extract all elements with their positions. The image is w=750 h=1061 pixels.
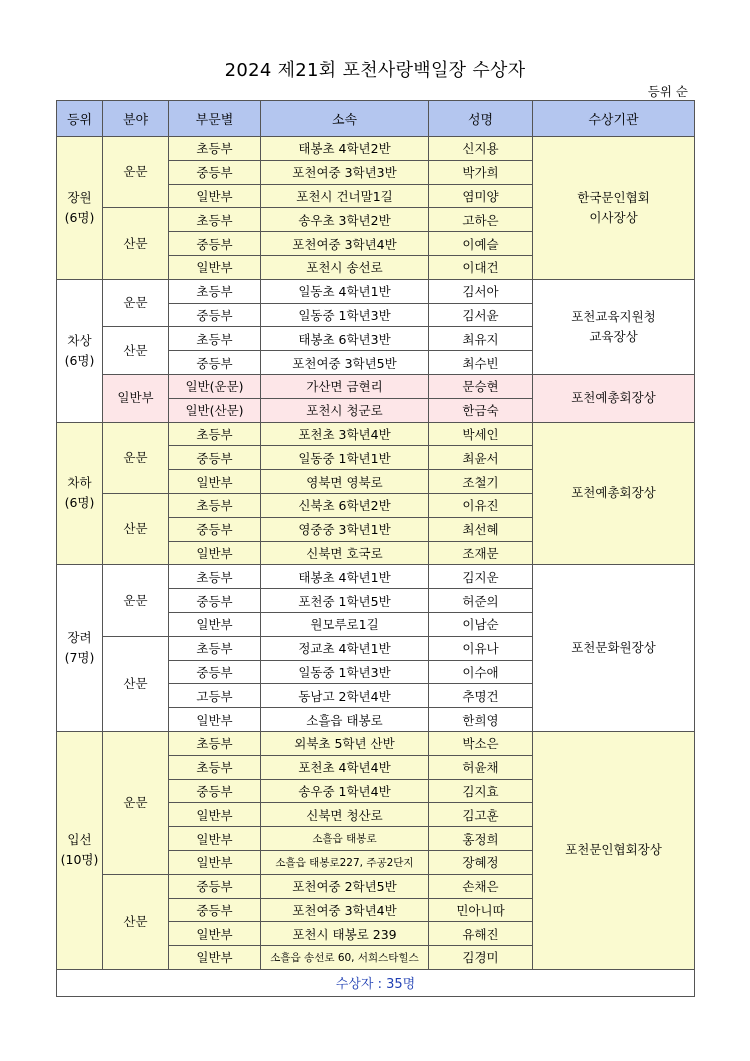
category-cell: 일반(운문) — [169, 374, 261, 398]
category-cell: 일반부 — [169, 541, 261, 565]
affiliation-cell: 정교초 4학년1반 — [261, 636, 429, 660]
agency-cell: 포천예총회장상 — [533, 422, 695, 565]
name-cell: 이유진 — [429, 493, 533, 517]
category-cell: 초등부 — [169, 636, 261, 660]
category-cell: 중등부 — [169, 232, 261, 256]
rank-cell: 차상 (6명) — [57, 279, 103, 422]
name-cell: 이대건 — [429, 255, 533, 279]
total-row — [57, 969, 695, 996]
category-cell: 고등부 — [169, 684, 261, 708]
affiliation-cell: 포천시 청군로 — [261, 398, 429, 422]
awards-table — [56, 100, 695, 997]
name-cell: 김서아 — [429, 279, 533, 303]
category-cell: 중등부 — [169, 351, 261, 375]
agency-cell: 한국문인협회 이사장상 — [533, 137, 695, 280]
affiliation-cell: 태봉초 6학년3반 — [261, 327, 429, 351]
field-cell: 운문 — [103, 422, 169, 493]
name-cell: 추명건 — [429, 684, 533, 708]
name-cell: 신지용 — [429, 137, 533, 161]
page-title: 2024 제21회 포천사랑백일장 수상자 — [224, 60, 526, 81]
table-body — [57, 137, 695, 970]
affiliation-cell: 포천여중 3학년4반 — [261, 232, 429, 256]
header-row — [57, 101, 695, 137]
affiliation-cell: 일동초 4학년1반 — [261, 279, 429, 303]
affiliation-cell: 포천중 1학년5반 — [261, 589, 429, 613]
name-cell: 이예슬 — [429, 232, 533, 256]
category-cell: 일반(산문) — [169, 398, 261, 422]
category-cell: 중등부 — [169, 874, 261, 898]
affiliation-cell: 포천여중 3학년5반 — [261, 351, 429, 375]
affiliation-cell: 동남고 2학년4반 — [261, 684, 429, 708]
category-cell: 중등부 — [169, 160, 261, 184]
category-cell: 초등부 — [169, 565, 261, 589]
affiliation-cell: 소흘읍 태봉로227, 주공2단지 — [261, 850, 429, 874]
field-cell: 산문 — [103, 874, 169, 969]
category-cell: 일반부 — [169, 827, 261, 851]
affiliation-cell: 영중중 3학년1반 — [261, 517, 429, 541]
category-cell: 초등부 — [169, 279, 261, 303]
field-cell: 산문 — [103, 493, 169, 564]
name-cell: 최유지 — [429, 327, 533, 351]
category-cell: 일반부 — [169, 470, 261, 494]
affiliation-cell: 포천시 건너말1길 — [261, 184, 429, 208]
category-cell: 초등부 — [169, 422, 261, 446]
category-cell: 일반부 — [169, 184, 261, 208]
name-cell: 이수애 — [429, 660, 533, 684]
rank-cell: 장원 (6명) — [57, 137, 103, 280]
rank-cell: 입선 (10명) — [57, 731, 103, 969]
table-row — [57, 731, 695, 755]
rank-cell: 차하 (6명) — [57, 422, 103, 565]
name-cell: 민아니따 — [429, 898, 533, 922]
field-cell: 운문 — [103, 565, 169, 636]
category-cell: 일반부 — [169, 255, 261, 279]
name-cell: 박세인 — [429, 422, 533, 446]
agency-cell: 포천예총회장상 — [533, 374, 695, 422]
header-rank: 등위 — [57, 101, 103, 137]
affiliation-cell: 소흘읍 송선로 60, 서희스타힐스 — [261, 946, 429, 970]
category-cell: 중등부 — [169, 779, 261, 803]
table-row — [57, 565, 695, 589]
category-cell: 초등부 — [169, 731, 261, 755]
affiliation-cell: 외북초 5학년 산반 — [261, 731, 429, 755]
field-cell: 산문 — [103, 208, 169, 279]
affiliation-cell: 영북면 영북로 — [261, 470, 429, 494]
category-cell: 중등부 — [169, 303, 261, 327]
name-cell: 최수빈 — [429, 351, 533, 375]
sort-note: 등위 순 — [647, 84, 688, 99]
category-cell: 중등부 — [169, 660, 261, 684]
table-row — [57, 422, 695, 446]
affiliation-cell: 일동중 1학년3반 — [261, 660, 429, 684]
affiliation-cell: 포천여중 2학년5반 — [261, 874, 429, 898]
name-cell: 이남순 — [429, 612, 533, 636]
category-cell: 중등부 — [169, 446, 261, 470]
name-cell: 박소은 — [429, 731, 533, 755]
category-cell: 중등부 — [169, 589, 261, 613]
affiliation-cell: 포천시 태봉로 239 — [261, 922, 429, 946]
affiliation-cell: 송우중 1학년4반 — [261, 779, 429, 803]
category-cell: 초등부 — [169, 327, 261, 351]
category-cell: 일반부 — [169, 803, 261, 827]
category-cell: 일반부 — [169, 850, 261, 874]
name-cell: 홍정희 — [429, 827, 533, 851]
affiliation-cell: 태봉초 4학년2반 — [261, 137, 429, 161]
category-cell: 일반부 — [169, 946, 261, 970]
name-cell: 최선혜 — [429, 517, 533, 541]
name-cell: 장혜정 — [429, 850, 533, 874]
name-cell: 유해진 — [429, 922, 533, 946]
name-cell: 손채은 — [429, 874, 533, 898]
agency-cell: 포천문인협회장상 — [533, 731, 695, 969]
affiliation-cell: 소흘읍 태봉로 — [261, 708, 429, 732]
category-cell: 일반부 — [169, 612, 261, 636]
name-cell: 문승현 — [429, 374, 533, 398]
name-cell: 김서윤 — [429, 303, 533, 327]
name-cell: 최윤서 — [429, 446, 533, 470]
category-cell: 초등부 — [169, 493, 261, 517]
affiliation-cell: 신북면 청산로 — [261, 803, 429, 827]
field-cell: 운문 — [103, 279, 169, 327]
agency-cell: 포천교육지원청 교육장상 — [533, 279, 695, 374]
affiliation-cell: 신북초 6학년2반 — [261, 493, 429, 517]
affiliation-cell: 가산면 금현리 — [261, 374, 429, 398]
affiliation-cell: 일동중 1학년3반 — [261, 303, 429, 327]
affiliation-cell: 포천여중 3학년3반 — [261, 160, 429, 184]
name-cell: 한희영 — [429, 708, 533, 732]
affiliation-cell: 포천여중 3학년4반 — [261, 898, 429, 922]
affiliation-cell: 신북면 호국로 — [261, 541, 429, 565]
name-cell: 이유나 — [429, 636, 533, 660]
affiliation-cell: 소흘읍 태봉로 — [261, 827, 429, 851]
name-cell: 김고훈 — [429, 803, 533, 827]
table-row — [57, 279, 695, 303]
header-affiliation: 소속 — [261, 101, 429, 137]
name-cell: 한금숙 — [429, 398, 533, 422]
category-cell: 중등부 — [169, 898, 261, 922]
affiliation-cell: 포천초 4학년4반 — [261, 755, 429, 779]
field-cell: 운문 — [103, 137, 169, 208]
name-cell: 김경미 — [429, 946, 533, 970]
name-cell: 조철기 — [429, 470, 533, 494]
category-cell: 초등부 — [169, 755, 261, 779]
name-cell: 허윤채 — [429, 755, 533, 779]
total-count: 수상자 : 35명 — [57, 969, 695, 996]
field-cell: 운문 — [103, 731, 169, 874]
header-agency: 수상기관 — [533, 101, 695, 137]
header-category: 부문별 — [169, 101, 261, 137]
field-cell: 산문 — [103, 327, 169, 375]
affiliation-cell: 송우초 3학년2반 — [261, 208, 429, 232]
name-cell: 박가희 — [429, 160, 533, 184]
field-cell: 산문 — [103, 636, 169, 731]
header-field: 분야 — [103, 101, 169, 137]
name-cell: 조재문 — [429, 541, 533, 565]
category-cell: 중등부 — [169, 517, 261, 541]
category-cell: 초등부 — [169, 208, 261, 232]
affiliation-cell: 포천초 3학년4반 — [261, 422, 429, 446]
name-cell: 김지효 — [429, 779, 533, 803]
table-row — [57, 137, 695, 161]
field-cell: 일반부 — [103, 374, 169, 422]
affiliation-cell: 태봉초 4학년1반 — [261, 565, 429, 589]
affiliation-cell: 포천시 송선로 — [261, 255, 429, 279]
table-row — [57, 374, 695, 398]
agency-cell: 포천문화원장상 — [533, 565, 695, 732]
category-cell: 일반부 — [169, 922, 261, 946]
header-name: 성명 — [429, 101, 533, 137]
name-cell: 고하은 — [429, 208, 533, 232]
name-cell: 염미양 — [429, 184, 533, 208]
affiliation-cell: 원모루로1길 — [261, 612, 429, 636]
rank-cell: 장려 (7명) — [57, 565, 103, 732]
affiliation-cell: 일동중 1학년1반 — [261, 446, 429, 470]
category-cell: 일반부 — [169, 708, 261, 732]
category-cell: 초등부 — [169, 137, 261, 161]
name-cell: 김지운 — [429, 565, 533, 589]
name-cell: 허준의 — [429, 589, 533, 613]
